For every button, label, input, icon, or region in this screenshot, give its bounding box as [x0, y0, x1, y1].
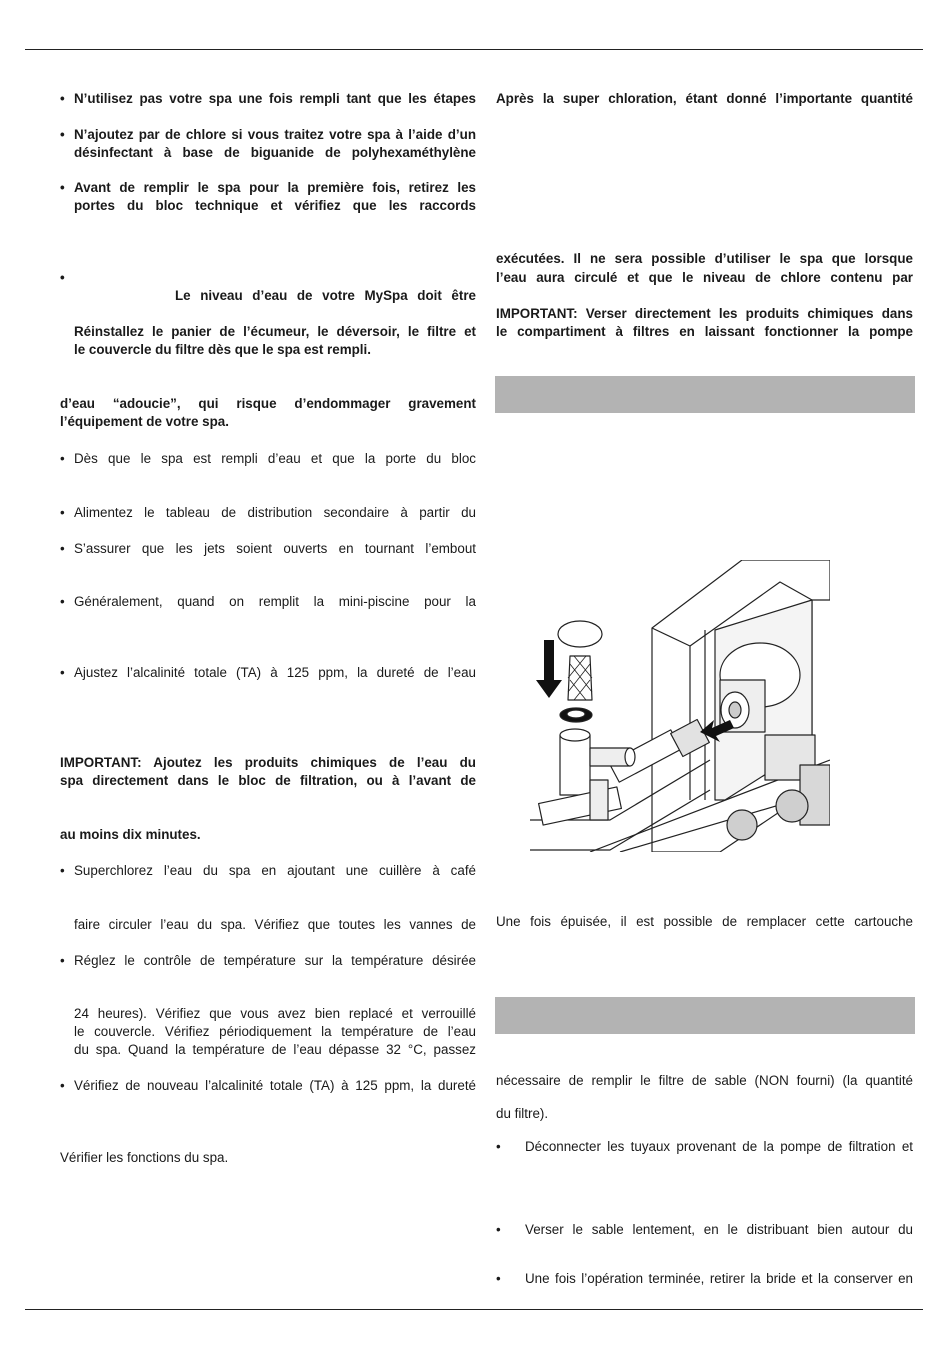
section-header-bar [495, 997, 915, 1034]
step-line: du spa. Quand la température de l’eau dépasse 32 °C, passez [74, 1042, 476, 1057]
filter-cartridge-illustration [530, 560, 830, 852]
sand-step-line: Déconnecter les tuyaux provenant de la pompe de filtration et [525, 1139, 913, 1154]
step-line: Vérifiez de nouveau l’alcalinité totale (TA) à 125 ppm, la dureté [74, 1078, 476, 1093]
sand-filter-line: nécessaire de remplir le filtre de sable (NON fourni) (la quantité [496, 1073, 913, 1088]
warning-line: l’équipement de votre spa. [60, 414, 229, 429]
top-rule [25, 49, 923, 50]
cartridge-line: Une fois épuisée, il est possible de remplacer cette cartouche [496, 914, 913, 929]
sand-step-line: Verser le sable lentement, en le distribuant bien autour du [525, 1222, 913, 1237]
bullet-mark: • [60, 665, 65, 680]
step-line: Ajustez l’alcalinité totale (TA) à 125 ppm, la dureté de l’eau [74, 665, 476, 680]
section-header-bar [495, 376, 915, 413]
important-line: au moins dix minutes. [60, 827, 201, 842]
sand-step-line: Une fois l’opération terminée, retirer la bride et la conserver en [525, 1271, 913, 1286]
warning-line: N’utilisez pas votre spa une fois rempli tant que les étapes [74, 91, 476, 106]
bullet-mark: • [60, 505, 65, 520]
step-line: Généralement, quand on remplit la mini-piscine pour la [74, 594, 476, 609]
step-line: Superchlorez l’eau du spa en ajoutant une cuillère à café [74, 863, 476, 878]
warning-line: N’ajoutez par de chlore si vous traitez votre spa à l’aide d’un [74, 127, 476, 142]
step-line: Réglez le contrôle de température sur la température désirée [74, 953, 476, 968]
warning-line: Réinstallez le panier de l’écumeur, le déversoir, le filtre et [74, 324, 476, 339]
bullet-mark: • [60, 953, 65, 968]
bottom-rule [25, 1309, 923, 1310]
step-line: S’assurer que les jets soient ouverts en tournant l’embout [74, 541, 476, 556]
bullet-mark: • [60, 1078, 65, 1093]
bullet-mark: • [496, 1222, 501, 1237]
chlorination-line: Après la super chloration, étant donné l’importante quantité [496, 91, 913, 106]
bullet-mark: • [496, 1271, 501, 1286]
filter-cap-shape [558, 621, 602, 647]
step-line: Alimentez le tableau de distribution secondaire à partir du [74, 505, 476, 520]
bullet-mark: • [60, 127, 65, 142]
warning-line: Le niveau d’eau de votre MySpa doit être [175, 288, 476, 303]
bullet-mark: • [60, 270, 65, 285]
chlorination-line: l’eau aura circulé et que le niveau de chlore contenu par [496, 270, 913, 285]
chlorination-line: exécutées. Il ne sera possible d’utiliser le spa que lorsque [496, 251, 913, 266]
closing-line: Vérifier les fonctions du spa. [60, 1150, 229, 1165]
filter-cartridge-shape [568, 656, 592, 700]
bullet-mark: • [60, 180, 65, 195]
step-line: Dès que le spa est rempli d’eau et que la porte du bloc [74, 451, 476, 466]
step-line: le couvercle. Vérifiez périodiquement la température de l’eau [74, 1024, 476, 1039]
filter-body-shape [560, 735, 590, 795]
warning-line: d’eau “adoucie”, qui risque d’endommager gravement [60, 396, 476, 411]
down-arrow-icon [536, 640, 562, 698]
bullet-mark: • [60, 541, 65, 556]
important-line: IMPORTANT: Verser directement les produits chimiques dans [496, 306, 913, 321]
warning-line: portes du bloc technique et vérifiez que les raccords [74, 198, 476, 213]
bullet-mark: • [496, 1139, 501, 1154]
bullet-mark: • [60, 594, 65, 609]
warning-line: Avant de remplir le spa pour la première fois, retirez les [74, 180, 476, 195]
important-line: spa directement dans le bloc de filtration, ou à l’avant de [60, 773, 476, 788]
warning-line: désinfectant à base de biguanide de polyhexaméthylène [74, 145, 476, 160]
bullet-mark: • [60, 91, 65, 106]
step-line: faire circuler l’eau du spa. Vérifiez que toutes les vannes de [74, 917, 476, 932]
warning-line: le couvercle du filtre dès que le spa est rempli. [74, 342, 371, 357]
important-line: IMPORTANT: Ajoutez les produits chimiques de l’eau du [60, 755, 476, 770]
sand-filter-line: du filtre). [496, 1106, 549, 1121]
bullet-mark: • [60, 451, 65, 466]
step-line: 24 heures). Vérifiez que vous avez bien replacé et verrouillé [74, 1006, 476, 1021]
bullet-mark: • [60, 863, 65, 878]
important-line: le compartiment à filtres en laissant fonctionner la pompe [496, 324, 913, 339]
